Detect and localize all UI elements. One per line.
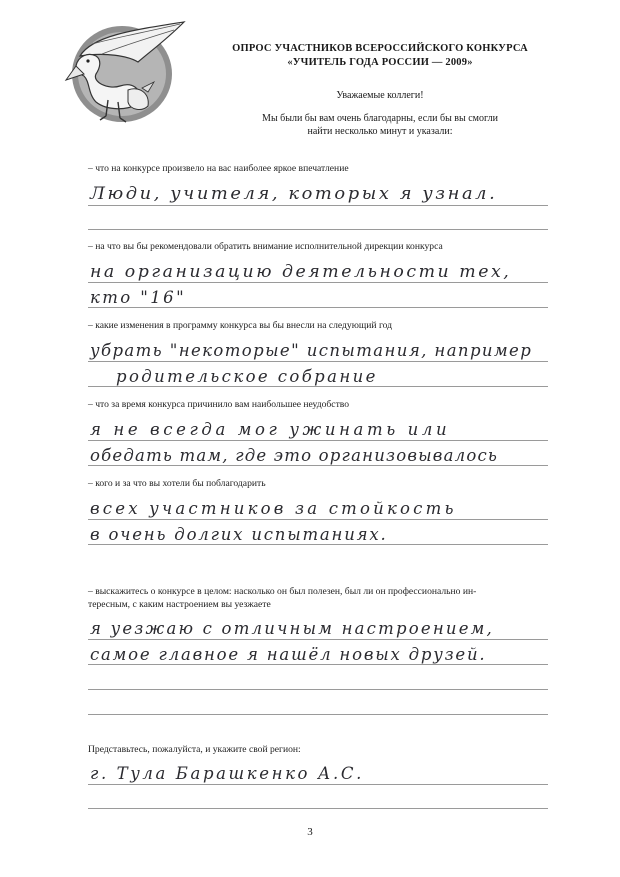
question-2-answer-line-2: кто "16" <box>90 288 187 307</box>
greeting: Уважаемые коллеги! <box>336 90 424 101</box>
question-2-prompt: – на что вы бы рекомендовали обратить внимание исполнительной дирекции конкурса <box>88 241 443 252</box>
question-4-answer-line-2: обедать там, где это организовывалось <box>90 446 499 465</box>
question-5-answer-line-2: в очень долгих испытаниях. <box>90 525 388 544</box>
question-5-prompt: – кого и за что вы хотели бы поблагодарить <box>88 478 266 489</box>
answer-rule <box>88 440 548 441</box>
answer-rule <box>88 544 548 545</box>
answer-rule <box>88 689 548 690</box>
intro-line-1: Мы были бы вам очень благодарны, если бы вы смогли <box>262 113 498 124</box>
question-1-prompt: – что на конкурсе произвело на вас наиболее яркое впечатление <box>88 163 349 174</box>
question-3-prompt: – какие изменения в программу конкурса вы бы внесли на следующий год <box>88 320 393 331</box>
answer-rule <box>88 282 548 283</box>
region-answer: г. Тула Барашкенко А.С. <box>90 764 364 783</box>
survey-title <box>195 42 565 70</box>
question-5-answer-line-1: всех участников за стойкость <box>90 499 457 518</box>
question-3-answer-line-2: родительское собрание <box>116 367 378 386</box>
question-3-answer-line-1: убрать "некоторые" испытания, например <box>90 341 533 360</box>
intro-line-2: найти несколько минут и указали: <box>307 126 453 137</box>
answer-rule <box>88 386 548 387</box>
answer-rule <box>88 519 548 520</box>
question-6-answer-line-1: я уезжаю с отличным настроением, <box>90 619 495 638</box>
answer-rule <box>88 361 548 362</box>
answer-rule <box>88 664 548 665</box>
answer-rule <box>88 784 548 785</box>
question-6-prompt-line-2: тересным, с каким настроением вы уезжаете <box>88 599 271 610</box>
answer-rule <box>88 307 548 308</box>
question-6-answer-line-2: самое главное я нашёл новых друзей. <box>90 645 487 664</box>
question-1-answer-line-1: Люди, учителя, которых я узнал. <box>90 184 498 203</box>
answer-rule <box>88 465 548 466</box>
pelican-emblem-icon <box>62 16 192 128</box>
question-6-prompt-line-1: – выскажитесь о конкурсе в целом: насколько он был полезен, был ли он профессионально ин- <box>88 586 477 597</box>
answer-rule <box>88 639 548 640</box>
question-4-prompt: – что за время конкурса причинило вам наибольшее неудобство <box>88 399 350 410</box>
page-number: 3 <box>307 826 313 838</box>
title-line-1: ОПРОС УЧАСТНИКОВ ВСЕРОССИЙСКОГО КОНКУРСА <box>232 43 528 54</box>
region-prompt: Представьтесь, пожалуйста, и укажите свой регион: <box>88 744 301 755</box>
question-4-answer-line-1: я не всегда мог ужинать или <box>90 420 451 439</box>
answer-rule <box>88 808 548 809</box>
answer-rule <box>88 229 548 230</box>
title-line-2: «УЧИТЕЛЬ ГОДА РОССИИ — 2009» <box>287 57 473 68</box>
answer-rule <box>88 714 548 715</box>
question-2-answer-line-1: на организацию деятельности тех, <box>90 262 512 281</box>
intro-text <box>195 112 565 138</box>
answer-rule <box>88 205 548 206</box>
